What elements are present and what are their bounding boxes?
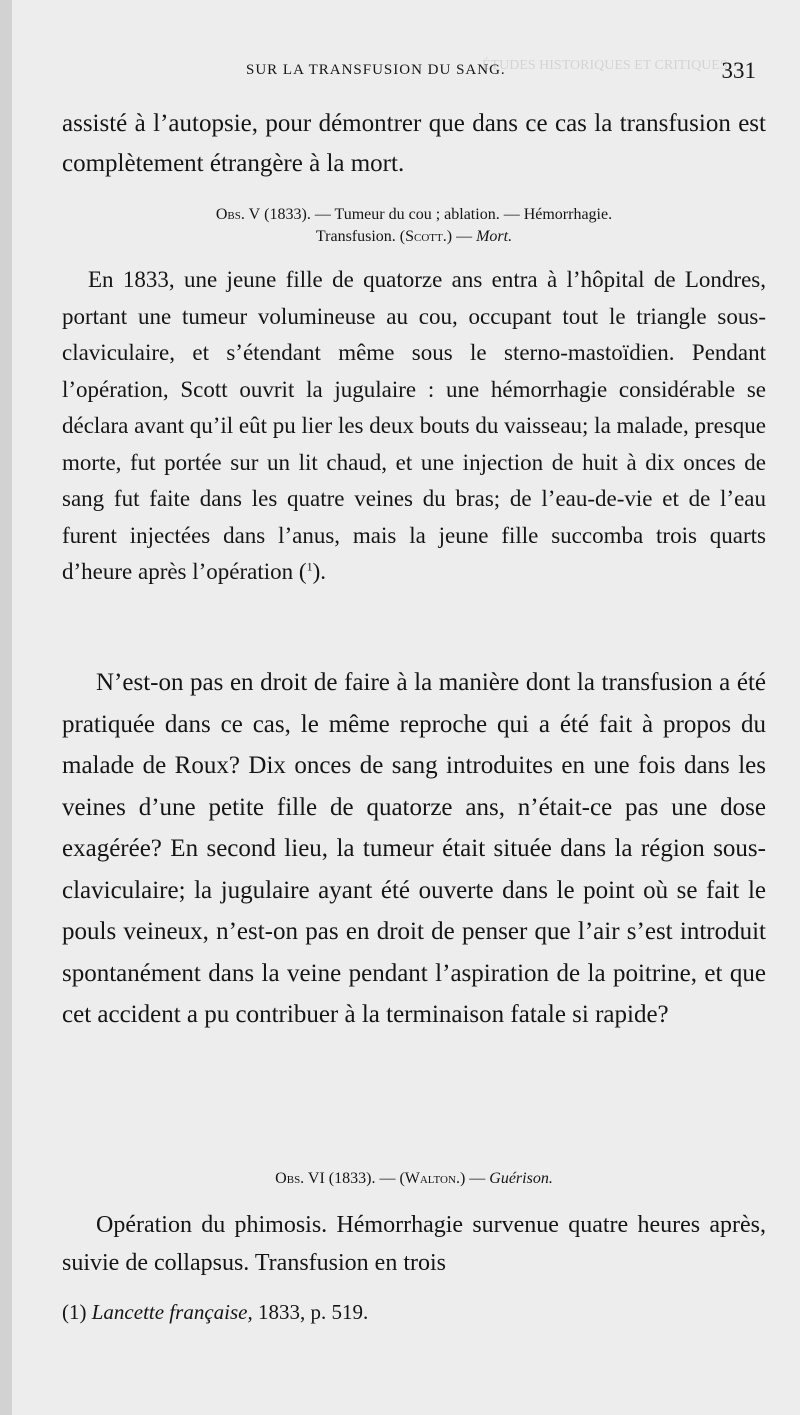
paragraph-continuation: assisté à l’autopsie, pour démontrer que dans ce cas la transfusion est complètement étrangère à la mort. (62, 110, 766, 177)
footnote-marker: (1) (62, 1300, 87, 1324)
obs-6-outcome: Guérison. (489, 1170, 553, 1187)
bleed-through-text: ÉTUDES HISTORIQUES ET CRITIQUES (482, 58, 728, 73)
paragraph-discussion: N’est-on pas en droit de faire à la manière dont la transfusion a été pratiquée dans ce cas, le même reproche qui a été fait à propos du malade de Roux? Dix onces de sang introduites en une fois dans les veines d’une petite fille de quatorze ans, n’était-ce pas une dose exagérée? En second lieu, la tumeur était située dans la région sous-claviculaire; la jugulaire ayant été ouverte dans le point où se fait le pouls veineux, n’est-on pas en droit de penser que l’air s’est introduit spontanément dans la veine pendant l’aspiration de la poitrine, et que cet accident a pu contribuer à la terminaison fatale si rapide? (62, 669, 766, 1028)
paragraph-case-text: En 1833, une jeune fille de quatorze ans entra à l’hôpital de Londres, portant une tumeur volumineuse au cou, occupant tout le triangle sous-claviculaire, et s’étendant même sous le sterno-mastoïdien. Pendant l’opération, Scott ouvrit la jugulaire : une hémorrhagie considérable se déclara avant qu’il eût pu lier les deux bouts du vaisseau; la malade, presque morte, fut portée sur un lit chaud, et une injection de huit à dix onces de sang fut faite dans les quatre veines du bras; de l’eau-de-vie et de l’eau furent injectées dans l’anus, mais la jeune fille succomba trois quarts d’heure après l’opération (62, 267, 766, 584)
observation-6-heading (62, 1168, 766, 1190)
paragraph-case-description (62, 262, 766, 591)
footnote-journal: Lancette française, (91, 1300, 253, 1324)
obs-5-line2: Transfusion. ( (315, 228, 406, 245)
footnote-reference: 1 (306, 559, 313, 574)
obs-5-close: .) — (442, 228, 477, 245)
page-number: 331 (721, 58, 756, 83)
footnote-citation: 1833, p. 519. (252, 1300, 369, 1324)
footnote (62, 1298, 368, 1326)
obs-6-label: Obs. VI (275, 1170, 325, 1187)
paragraph-phimosis: Opération du phimosis. Hémorrhagie survenue quatre heures après, suivie de collapsus. Transfusion en trois (62, 1212, 766, 1276)
footnote-ref-open: ( (293, 559, 307, 584)
book-page (12, 0, 800, 1415)
obs-6-close: .) — (455, 1170, 490, 1187)
footnote-ref-close: ). (312, 559, 327, 584)
obs-5-year: (1833). (264, 206, 311, 223)
obs-5-summary: — Tumeur du cou ; ablation. — Hémorrhagie. (314, 206, 613, 223)
running-head: SUR LA TRANSFUSION DU SANG. (246, 62, 506, 78)
obs-6-year: (1833). (328, 1170, 376, 1187)
observation-5-heading (62, 204, 766, 248)
obs-5-outcome: Mort. (476, 228, 513, 245)
obs-5-surgeon: Scott (405, 228, 443, 245)
obs-6-open: — ( (375, 1170, 405, 1187)
obs-5-label: Obs. V (215, 206, 261, 223)
obs-6-surgeon: Walton (404, 1170, 456, 1187)
